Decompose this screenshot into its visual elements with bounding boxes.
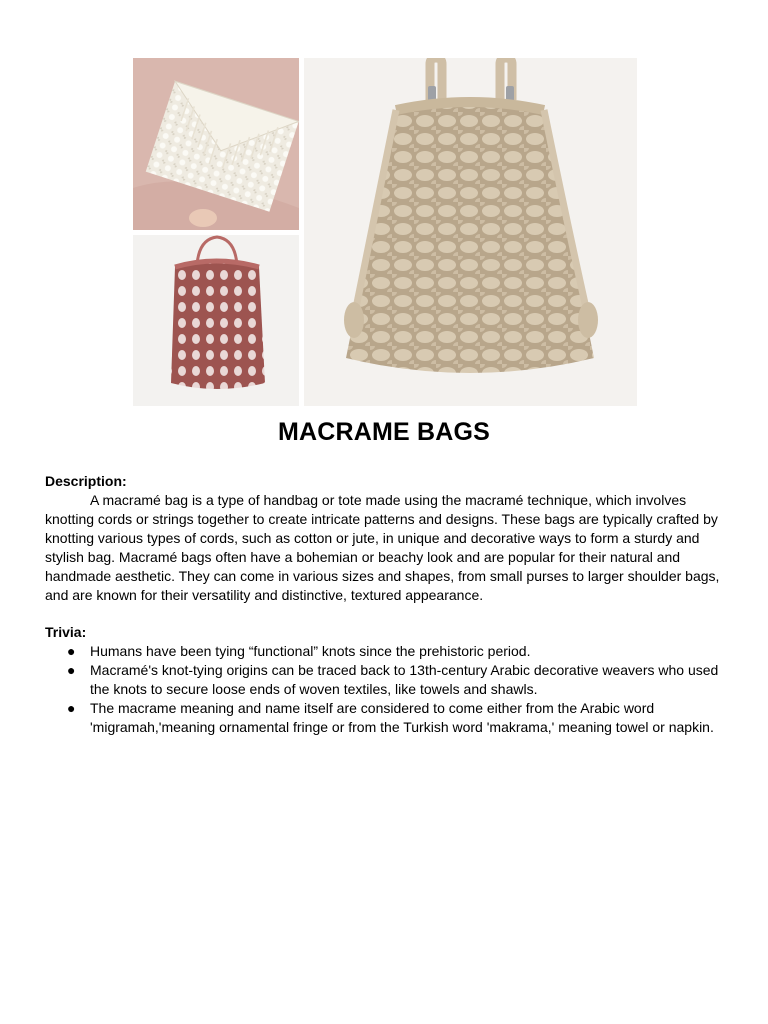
clutch-bag-photo [133, 58, 299, 230]
trivia-item-text: The macrame meaning and name itself are considered to come either from the Arabic word 'migramah,'meaning ornamental fringe or from the Turkish word 'makrama,' meaning towel or napkin. [90, 700, 714, 735]
description-heading: Description: [45, 473, 127, 489]
trivia-heading: Trivia: [45, 624, 87, 640]
trivia-item-text: Humans have been tying “functional” knots since the prehistoric period. [90, 643, 531, 659]
page-title: MACRAME BAGS [277, 418, 491, 446]
trivia-item [45, 642, 725, 661]
net-bag-body [171, 261, 265, 389]
trivia-item [45, 661, 725, 699]
trivia-item [45, 699, 725, 737]
net-bag-photo [133, 235, 299, 406]
bullet-icon: ● [67, 700, 76, 716]
trivia-item-text: Macramé's knot-tying origins can be traced back to 13th-century Arabic decorative weavers who used the knots to secure loose ends of woven textiles, like towels and shawls. [90, 662, 719, 697]
bucket-bag-photo [304, 58, 637, 406]
bullet-icon: ● [67, 643, 76, 659]
bullet-icon: ● [67, 662, 76, 678]
trivia-list [45, 642, 725, 737]
description-body: A macramé bag is a type of handbag or tote made using the macramé technique, which involves knotting cords or strings together to create intricate patterns and designs. These bags are typically crafted by knotting various types of cords, such as cotton or jute, in unique and decorative ways to form a sturdy and stylish bag. Macramé bags often have a bohemian or beachy look and are popular for their natural and handmade aesthetic. They can come in various sizes and shapes, from small purses to larger shoulder bags, and are known for their versatility and distinctive, textured appearance. [45, 492, 720, 603]
